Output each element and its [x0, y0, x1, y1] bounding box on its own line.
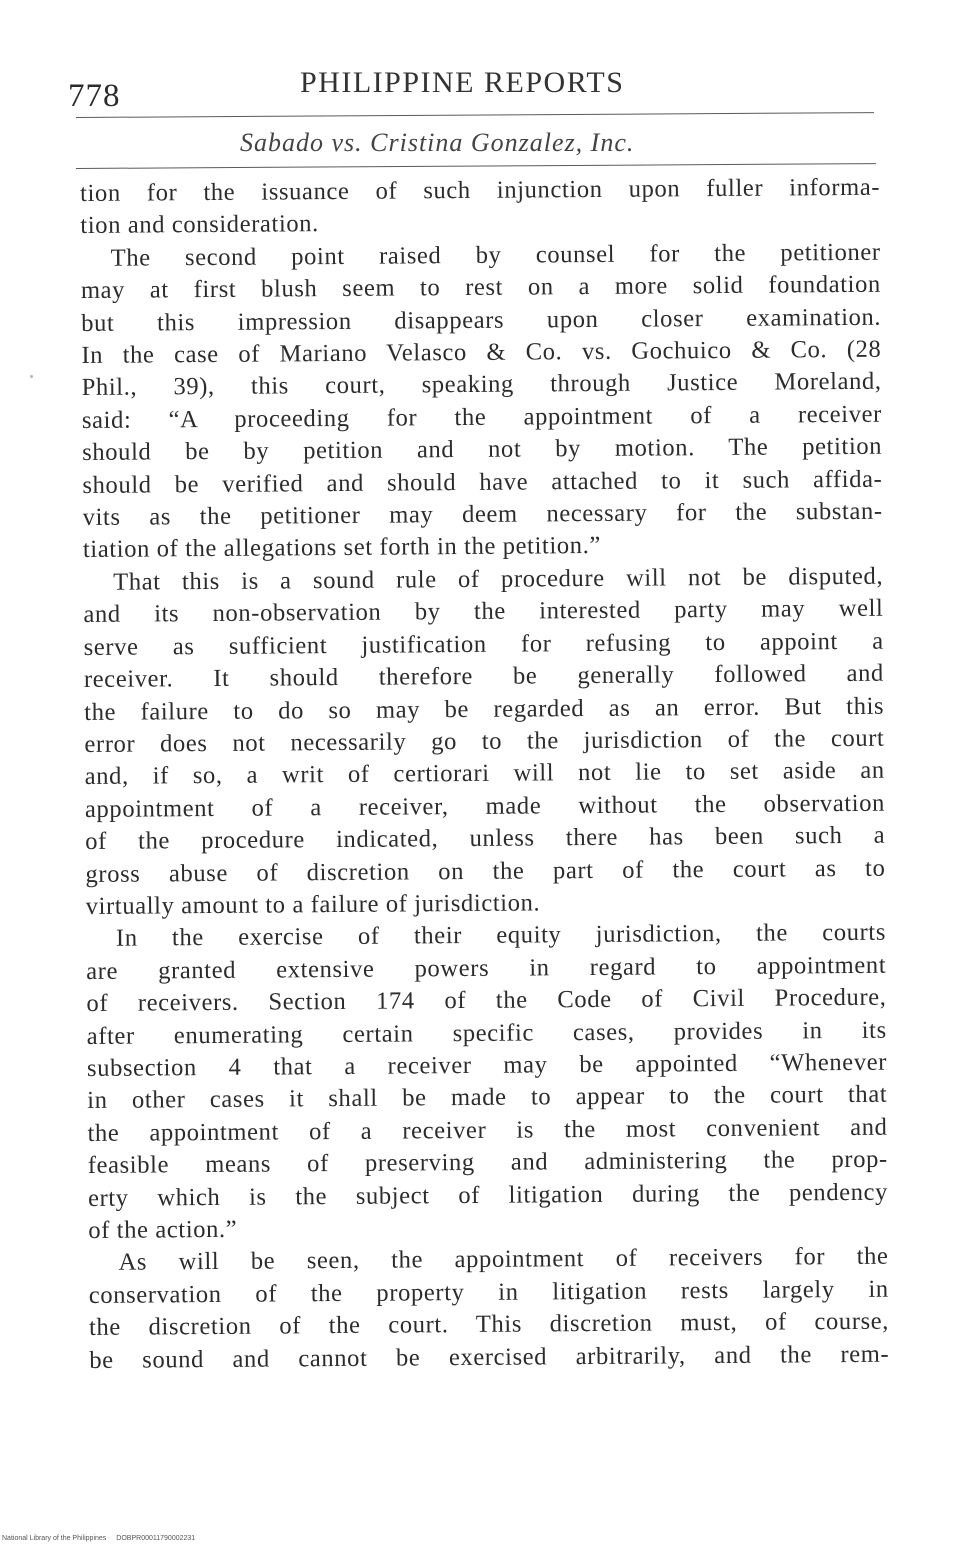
- text-line: in other cases it shall be made to appear to the court that: [87, 1081, 888, 1115]
- text-line: That this is a sound rule of procedure will not be disputed,: [113, 562, 884, 596]
- text-line: and, if so, a writ of certiorari will not lie to set aside an: [84, 757, 885, 791]
- text-line: gross abuse of discretion on the part of the court as to: [85, 854, 886, 888]
- text-line: of receivers. Section 174 of the Code of Civil Procedure,: [86, 983, 887, 1018]
- text-line: virtually amount to a failure of jurisdiction.: [85, 889, 541, 920]
- header-rule-top: [76, 112, 874, 118]
- text-line: should be by petition and not by motion. The petition: [82, 432, 883, 467]
- text-line: be sound and cannot be exercised arbitrarily, and the rem-: [89, 1340, 890, 1374]
- text-line: tiation of the allegations set forth in the petition.”: [82, 532, 602, 564]
- text-line: the discretion of the court. This discretion must, of course,: [88, 1307, 890, 1342]
- text-line: As will be seen, the appointment of receivers for the: [118, 1243, 889, 1277]
- running-head: PHILIPPINE REPORTS: [300, 66, 625, 99]
- text-line: subsection 4 that a receiver may be appointed “Whenever: [86, 1048, 888, 1082]
- text-line: vits as the petitioner may deem necessary for the substan-: [82, 497, 883, 532]
- header-rule-bottom: [76, 163, 876, 169]
- text-line: the appointment of a receiver is the most convenient and: [87, 1113, 888, 1147]
- page-number: 778: [68, 78, 121, 114]
- text-line: error does not necessarily go to the jurisdiction of the court: [84, 724, 885, 758]
- scan-speck: [30, 375, 33, 378]
- text-line: feasible means of preserving and administering the prop-: [87, 1145, 888, 1180]
- text-line: of the procedure indicated, unless there has been such a: [85, 821, 886, 856]
- case-title: Sabado vs. Cristina Gonzalez, Inc.: [240, 128, 635, 157]
- text-line: In the exercise of their equity jurisdiction, the courts: [115, 919, 887, 953]
- text-line: appointment of a receiver, made without the observation: [84, 789, 886, 823]
- footer-code: DOBPR00011790002231: [116, 1535, 196, 1542]
- footer-source: National Library of the Philippines: [2, 1535, 107, 1542]
- text-line: and its non-observation by the interested party may well: [83, 594, 884, 629]
- text-line: tion for the issuance of such injunction upon fuller informa-: [80, 173, 881, 207]
- scan-footer: [2, 1535, 195, 1542]
- text-line: but this impression disappears upon closer examination.: [81, 303, 882, 337]
- text-line: should be verified and should have attached to it such affida-: [82, 465, 883, 499]
- text-line: Phil., 39), this court, speaking through Justice Moreland,: [81, 368, 882, 402]
- text-line: conservation of the property in litigation rests largely in: [88, 1275, 889, 1309]
- text-line: after enumerating certain specific cases, provides in its: [86, 1016, 887, 1050]
- text-line: said: “A proceeding for the appointment of a receiver: [81, 400, 882, 434]
- text-line: erty which is the subject of litigation during the pendency: [87, 1178, 889, 1212]
- text-line: are granted extensive powers in regard to appointment: [86, 951, 887, 985]
- text-line: The second point raised by counsel for the petitioner: [110, 238, 881, 272]
- text-line: serve as sufficient justification for refusing to appoint a: [83, 627, 884, 661]
- text-line: tion and consideration.: [80, 210, 319, 240]
- body-text: [80, 172, 889, 1377]
- text-line: of the action.”: [88, 1215, 238, 1244]
- text-line: may at first blush seem to rest on a more solid foundation: [80, 270, 881, 305]
- text-line: the failure to do so may be regarded as an error. But this: [84, 692, 885, 726]
- text-line: receiver. It should therefore be generally followed and: [83, 659, 885, 694]
- text-line: In the case of Mariano Velasco & Co. vs. Gochuico & Co. (28: [81, 335, 882, 370]
